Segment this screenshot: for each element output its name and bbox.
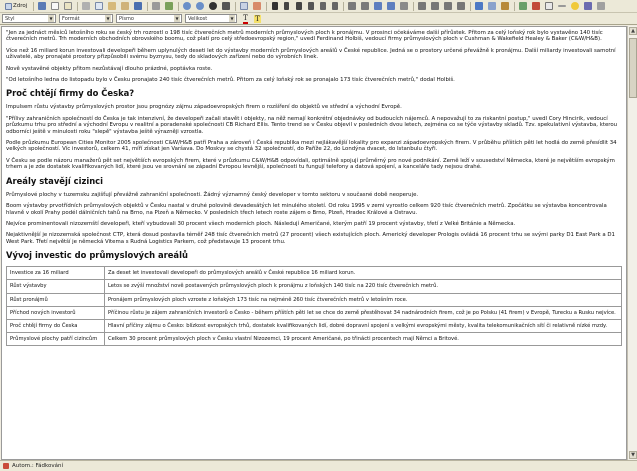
table-row [7,280,622,293]
flash-button[interactable] [530,1,542,12]
paste-text-button[interactable] [119,1,131,12]
italic-button[interactable] [281,1,292,12]
paragraph: Nově vystavěné objekty přitom nezůstávají dlouho prázdné, poptávka roste. [6,65,213,72]
scroll-up-button[interactable]: ▲ [629,27,637,35]
pagebreak-icon [597,2,605,10]
bullet-list-icon [361,2,369,10]
justify-icon [457,2,465,10]
blockquote-button[interactable] [398,1,410,12]
chevron-down-icon: ▼ [106,16,110,21]
vertical-scrollbar[interactable] [627,26,637,460]
table-row [7,333,622,346]
paragraph: V Česku se podle názoru manažerů pět set největších evropských firem, které v průzkumu C&W/H&B odpovídali, optimálně spojují průměrný pro nové podnikání. Země leží v sousedství Německa, které je největším evropským trhem a je zde dostatek kvalifikovaných lidí, které jsou ve srovnání se západní Evropou levnější, společnosti tu fungují telefony a datová spojení, a kanceláře tady nejsou drahé. [6,157,615,171]
paragraph: Boom výstavby prvotřídních průmyslových objektů v Česku nastal v druhé polovině devadesátých let minulého století. Od roku 1995 v zemi vyrostlo celkem 920 tisíc čtverečních metrů. Zpočátku se výstavba koncentrovala hlavně v okolí Prahy podél dálničních tahů na Brno, na Plzeň a Německo. V posledních třech letech roste zájem o Brno, Plzeň, Hradec Králové a Ostravu. [6,203,607,216]
scroll-down-button[interactable]: ▼ [629,451,637,459]
paste-text-icon [121,2,129,10]
table-cell-key: Proč chtějí firmy do Česka [7,319,105,332]
smiley-icon [571,2,579,10]
new-doc-icon [51,2,59,10]
bg-color-button[interactable] [252,13,263,24]
replace-button[interactable] [220,1,232,12]
redo-icon [196,2,204,10]
chevron-down-icon: ▼ [49,16,53,21]
table-cell-value: Hlavní příčiny zájmu o Česko: blízkost evropských trhů, dostatek kvalifikovaných lidí, dobré dopravní spojení s velkými evropskými městy, kvalita telekomunikačních sítí či relativně nízké mzdy. [105,319,622,332]
toolbar-separator [343,2,344,11]
table-cell-value: Pronájem průmyslových ploch vzroste z loňských 173 tisíc na nejméně 260 tisíc čtverečních metrů v letošním roce. [105,293,622,306]
copy-icon [95,2,103,10]
undo-icon [183,2,191,10]
subscript-button[interactable] [317,1,328,12]
paste-word-button[interactable] [132,1,144,12]
table-icon [545,2,553,10]
anchor-icon [501,2,509,10]
cut-button[interactable] [80,1,92,12]
copy-button[interactable] [93,1,105,12]
paragraph: Nejaktivnější je nizozemská společnost CTP, která dosud postavila téměř 248 tisíc čtverečních metrů (27 procent) všech existujících ploch. Americký developer Prologis ovládá 16 procent trhu se svými parky D1 East Park a D1 West Park. Třetí největší je německá Vitema s Rudná Logistics Parkem, což představuje 13 procent trhu. [6,232,615,245]
replace-icon [222,2,230,10]
status-icon [3,463,9,469]
smiley-button[interactable] [569,1,581,12]
bold-icon [272,2,278,10]
format-select-label: Formát [62,15,80,22]
superscript-icon [332,2,338,10]
special-char-icon [584,2,592,10]
style-select[interactable] [2,14,56,23]
select-all-icon [240,2,248,10]
font-select-label: Písmo [119,15,134,22]
image-icon [519,2,527,10]
font-select[interactable] [116,14,182,23]
paragraph: Více než 16 miliard korun investovali developeři během uplynulých deseti let do výstavby moderních průmyslových areálů v České republice. Jedná se o prostory určené převážně k pronájmu. Další miliardy investovali samotní uživatelé, aby pronajaté prostory přizpůsobili svému byznysu, tedy do skladových zařízení nebo do výrobních linek. [6,47,616,61]
summary-table [6,266,622,346]
remove-format-icon [253,2,261,10]
table-cell-key: Příchod nových investorů [7,306,105,319]
strike-icon [308,2,314,10]
outdent-icon [374,2,382,10]
bullet-list-button[interactable] [359,1,371,12]
special-char-button[interactable] [582,1,594,12]
section-heading: Vývoj investic do průmyslových areálů [6,250,188,261]
scroll-thumb[interactable] [629,38,637,98]
hr-icon [558,5,566,7]
format-select[interactable] [59,14,113,23]
blockquote-icon [400,2,408,10]
unlink-button[interactable] [486,1,498,12]
paste-button[interactable] [106,1,118,12]
toolbar-separator [514,2,515,11]
toolbar-separator [266,2,267,11]
justify-button[interactable] [455,1,467,12]
link-icon [475,2,483,10]
chevron-down-icon: ▼ [230,16,234,21]
paste-icon [108,2,116,10]
status-text: Autom.: Fádkování [12,463,63,469]
spellcheck-button[interactable] [163,1,175,12]
align-center-icon [431,2,439,10]
subscript-icon [320,2,326,10]
image-button[interactable] [517,1,529,12]
strike-button[interactable] [305,1,316,12]
align-left-button[interactable] [416,1,428,12]
print-button[interactable] [150,1,162,12]
table-row [7,267,622,280]
size-select-label: Velikost [188,15,208,22]
print-icon [152,2,160,10]
ordered-list-icon [348,2,356,10]
toolbar-format [0,13,637,25]
style-select-label: Styl [5,15,15,22]
underline-button[interactable] [293,1,304,12]
section-heading: Proč chtějí firmy do Česka? [6,88,135,99]
size-select[interactable] [185,14,237,23]
hr-button[interactable] [556,1,568,12]
italic-icon [284,2,289,10]
toolbar-separator [77,2,78,11]
outdent-button[interactable] [372,1,384,12]
preview-icon [64,2,72,10]
align-right-icon [444,2,452,10]
paragraph: Průmyslové plochy v tuzemsku zajišťují převážně zahraniční společnosti. Žádný významný český developer v tomto sektoru v současné době neoperuje. [6,191,419,198]
align-center-button[interactable] [429,1,441,12]
ordered-list-button[interactable] [346,1,358,12]
table-cell-value: Letos se zvýší množství nově postavených průmyslových ploch k pronájmu z loňských 140 tisíc na 220 tisíc čtverečních metrů. [105,280,622,293]
table-row [7,319,622,332]
pagebreak-button[interactable] [595,1,607,12]
unlink-icon [488,2,496,10]
preview-button[interactable] [62,1,74,12]
superscript-button[interactable] [329,1,340,12]
paragraph: "Přílivy zahraničních společností do Česka je tak intenzivní, že developeři začali stavět i objekty, na něž nemají konkrétní objednávky od budoucích nájemců. A nepovažují to za riskantní postup," uvedl Cory Hincirik, vedoucí průzkumu trhu pro střední a východní Evropu v realitní a poradenské společnosti CB Richard Ellis. Tento trend se v Česku objevil v posledních dvou letech, zejména co se týče výstavby skladů. Tzv. spekulativní výstavba, kterou odborníci ještě v minulosti roku "slepě" výstavba ještě výrazněji vzrostla. [6,115,618,135]
text-color-icon: T [243,13,248,22]
table-cell-key: Růst výstavby [7,280,105,293]
paste-word-icon [134,2,142,10]
flash-icon [532,2,540,10]
remove-format-button[interactable] [251,1,263,12]
paragraph: Podle průzkumu European Cities Monitor 2005 společnosti C&W/H&B patří Praha a zároveň i Česká republika mezi nejlákavější lokality pro expanzi západoevropských firem. V průběhu příštích pěti let hodlá do země přesídlit 34 velkých společností. Víc investorů, celkem 41, míří získat jen Varšava. Do Moskvy se chystá 32 společností, do Paříže 22, do Londýna dvacet, do Istanbulu čtyři. [6,140,617,153]
text-color-button[interactable] [240,13,251,24]
table-cell-value: Příčinou růstu je zájem zahraničních investorů o Česko - během příštích pěti let se chce do země přestěhovat 34 nadnárodních firem, což je po Polsku (41 firem) v Evropě, Turecku a Rusku nejvíce. [105,306,622,319]
align-right-button[interactable] [442,1,454,12]
table-cell-key: Růst pronájmů [7,293,105,306]
source-label: Zdroj [13,3,28,9]
save-icon [38,2,46,10]
table-row [7,306,622,319]
table-button[interactable] [543,1,555,12]
status-bar [0,460,637,471]
align-left-icon [418,2,426,10]
indent-button[interactable] [385,1,397,12]
link-button[interactable] [473,1,485,12]
editor-content[interactable] [1,26,627,460]
undo-button[interactable] [181,1,193,12]
toolbar-separator [33,2,34,11]
new-doc-button[interactable] [49,1,61,12]
toolbar-separator [178,2,179,11]
toolbar-separator [235,2,236,11]
bg-color-icon: T [255,14,260,23]
paragraph: "Od letošního ledna do listopadu bylo v Česku pronajato 240 tisíc čtverečních metrů. Přitom za celý loňský rok se pronajalo 173 tisíc čtverečních metrů," dodal Holbiš. [6,77,455,84]
table-row [7,293,622,306]
table-cell-value: Celkem 30 procent průmyslových ploch v Česku vlastní Nizozemci, 19 procent Američané, po třinácti procentech mají Němci a Britové. [105,333,622,346]
table-cell-key: Investice za 16 miliard [7,267,105,280]
toolbar-separator [470,2,471,11]
spellcheck-icon [165,2,173,10]
paragraph: "Jen za jednáct měsíců letošního roku se český trh rozrostl o 198 tisíc čtverečních metrů moderních průmyslových ploch k pronájmu. V prosinci očekáváme další přírůstek. Přitom za celý loňský rok bylo vystavěno 140 tisíc čtverečních metrů. Trh moderních obchodních obrovského boomu, což platí pro celý středoevropský region," uvedl Ferdinand Holbiš, vedoucí firmy průmyslových ploch v Cushman & Wakefield Healey & Baker (C&W/H&B). [6,30,603,43]
source-button[interactable] [2,1,30,12]
anchor-button[interactable] [499,1,511,12]
section-heading: Areály stavějí cizinci [6,175,104,186]
toolbar-separator [147,2,148,11]
cut-icon [82,2,90,10]
paragraph: Nejvíce prominentovali nizozemští developeři, kteří vybudovali 30 procent všech moderních ploch. Následují Američané, kterým patří 19 procent výstavby, třetí z Velké Británie a Německa. [6,220,516,227]
underline-icon [296,2,302,10]
table-cell-key: Průmyslové plochy patří cizincům [7,333,105,346]
source-icon [5,3,12,10]
toolbar-main [0,0,637,13]
chevron-down-icon: ▼ [175,16,179,21]
find-button[interactable] [207,1,219,12]
bold-button[interactable] [269,1,280,12]
toolbar-separator [413,2,414,11]
redo-button[interactable] [194,1,206,12]
find-icon [209,2,217,10]
indent-icon [387,2,395,10]
select-all-button[interactable] [238,1,250,12]
paragraph: Impulsem růstu výstavby průmyslových prostor jsou prognózy zájmu západoevropských firem o rozšíření do objektů ve střední a východní Evropě. [6,104,402,111]
table-cell-value: Za deset let investovali developeři do průmyslových areálů v České republice 16 miliard korun. [105,267,622,280]
save-button[interactable] [36,1,48,12]
